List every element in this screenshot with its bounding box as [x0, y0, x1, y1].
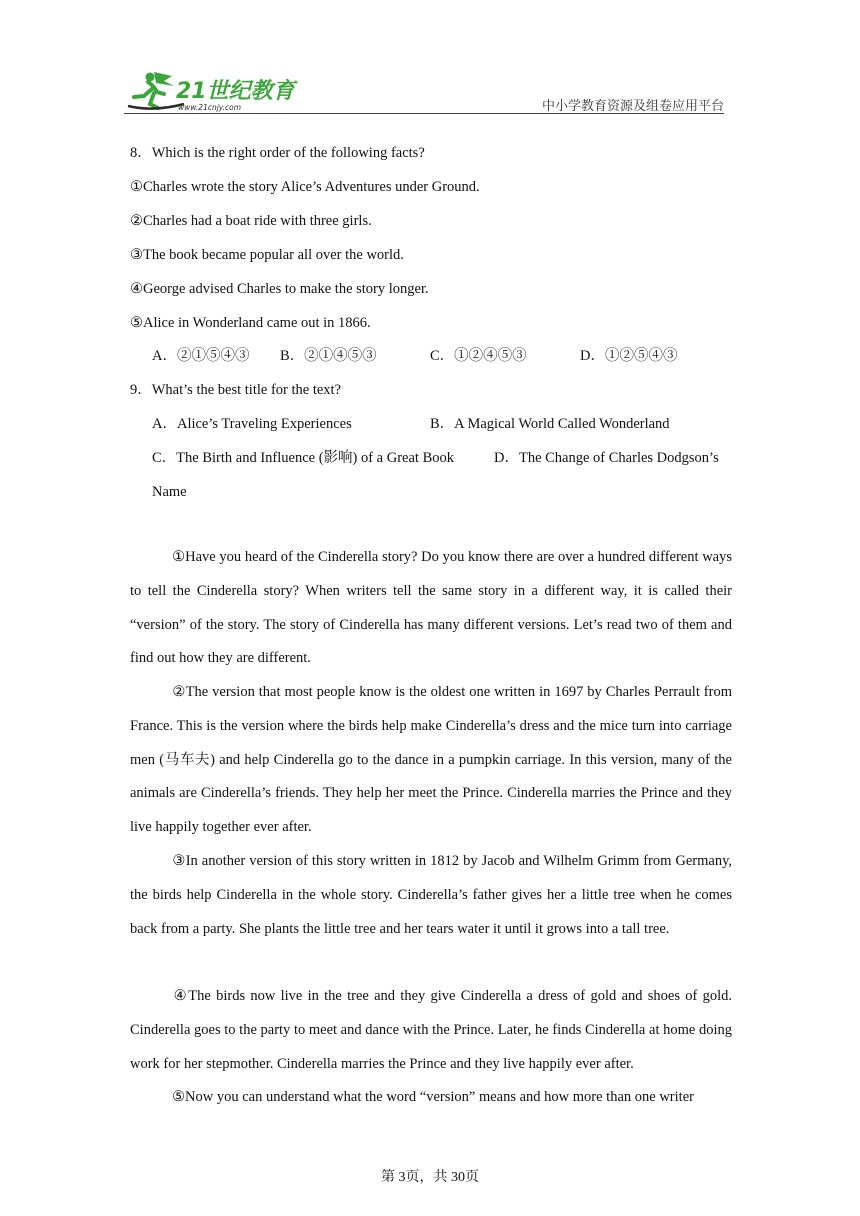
q9-option-a[interactable]: A．Alice’s Traveling Experiences [152, 416, 352, 432]
logo-text: 21世纪教育 [176, 79, 295, 104]
passage-paragraph-2: ②The version that most people know is the oldest one written in 1697 by Charles Perrault from France. This is the version where the birds help make Cinderella’s dress and the mice turn into carriage men (马车夫) and help Cinderella go to the dance in a pumpkin carriage. In this version, many of the animals are Cinderella’s friends. They help her meet the Prince. Cinderella marries the Prince and they live happily together ever after. [130, 684, 732, 836]
q8-fact-5: ⑤Alice in Wonderland came out in 1866. [130, 315, 371, 331]
q8-option-a[interactable]: A．②①⑤④③ [152, 348, 250, 364]
passage-paragraph-3: ③In another version of this story written in 1812 by Jacob and Wilhelm Grimm from Germany, the birds help Cinderella in the whole story. Cinderella’s father gives her a little tree when he comes back from a party. She plants the little tree and her tears water it until it grows into a tall tree. [130, 853, 732, 937]
q8-option-d[interactable]: D．①②⑤④③ [580, 348, 678, 364]
page-footer: 第 3页，共 30页 [381, 1170, 479, 1185]
q8-stem: 8．Which is the right order of the following facts? [130, 145, 425, 161]
logo [124, 68, 304, 114]
q8-fact-3: ③The book became popular all over the world. [130, 247, 404, 263]
q8-fact-1: ①Charles wrote the story Alice’s Adventures under Ground. [130, 179, 480, 195]
page-header [124, 68, 724, 114]
q9-option-d[interactable]: D．The Change of Charles Dodgson’s [494, 450, 719, 466]
platform-name: 中小学教育资源及组卷应用平台 [541, 98, 724, 113]
passage-paragraph-1: ①Have you heard of the Cinderella story? Do you know there are over a hundred different ways to tell the Cinderella story? When writers tell the same story in a different way, it is called their “version” of the story. The story of Cinderella has many different versions. Let’s read two of them and find out how they are different. [130, 549, 732, 667]
q8-option-b[interactable]: B．②①④⑤③ [280, 348, 377, 364]
q8-option-c[interactable]: C．①②④⑤③ [430, 348, 527, 364]
q8-fact-4: ④George advised Charles to make the story longer. [130, 281, 429, 297]
logo-url: www.21cnjy.com [178, 103, 242, 112]
q9-stem: 9．What’s the best title for the text? [130, 382, 341, 398]
passage-paragraph-5: ⑤Now you can understand what the word “version” means and how more than one writer [172, 1089, 694, 1105]
runner-logo-icon [124, 68, 304, 114]
q9-option-c[interactable]: C．The Birth and Influence (影响) of a Great Book [152, 450, 454, 466]
header-divider [124, 113, 724, 114]
q9-option-b[interactable]: B．A Magical World Called Wonderland [430, 416, 670, 432]
q8-fact-2: ②Charles had a boat ride with three girls. [130, 213, 372, 229]
passage-paragraph-4: ④The birds now live in the tree and they give Cinderella a dress of gold and shoes of gold. Cinderella goes to the party to meet and dance with the Prince. Later, he finds Cinderella at home doing work for her stepmother. Cinderella marries the Prince and they live happily ever after. [130, 988, 732, 1072]
q9-option-d-continued: Name [152, 484, 187, 500]
